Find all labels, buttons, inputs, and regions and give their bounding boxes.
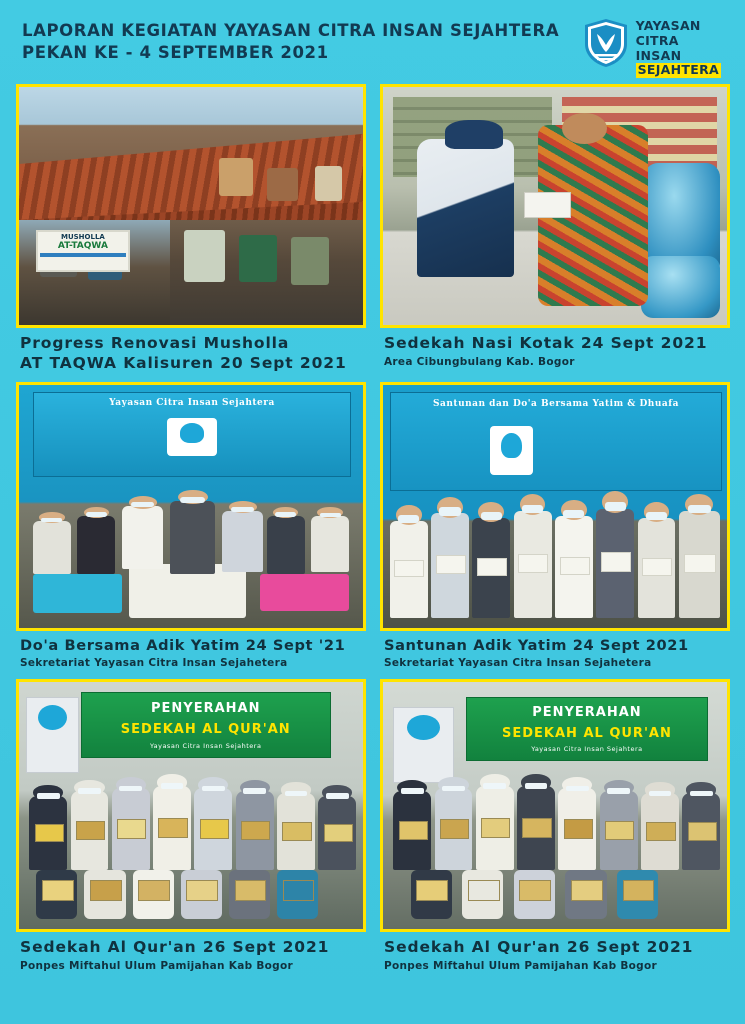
photo-sedekah-nasi-kotak [380, 84, 730, 328]
caption-subtitle: Ponpes Miftahul Ulum Pamijahan Kab Bogor [20, 959, 293, 972]
caption-line-1: Progress Renovasi Musholla [20, 334, 290, 352]
title-line-2: PEKAN KE - 4 SEPTEMBER 2021 [22, 43, 329, 63]
banner-line-2: SEDEKAH AL QUR'AN [120, 722, 291, 738]
page-title [22, 16, 559, 65]
banner-line-3: Yayasan Citra Insan Sejahtera [150, 741, 262, 750]
banner-text: Yayasan Citra Insan Sejahtera [109, 397, 275, 408]
logo-line-3: INSAN [635, 47, 682, 63]
signboard-line-2: AT-TAQWA [57, 241, 108, 252]
report-cell [380, 679, 730, 973]
banner-text: Santunan dan Do'a Bersama Yatim & Dhuafa [433, 398, 679, 409]
musholla-signboard [36, 230, 129, 272]
photo-sedekah-al-quran-1 [16, 679, 366, 932]
caption-block [380, 328, 730, 369]
caption-line-1: Santunan Adik Yatim 24 Sept 2021 [384, 636, 689, 654]
caption-subtitle: Sekretariat Yayasan Citra Insan Sejahetera [20, 657, 288, 670]
logo-wordmark [636, 18, 721, 78]
caption-block [380, 932, 730, 973]
banner-line-2: SEDEKAH AL QUR'AN [502, 726, 672, 742]
report-cell [16, 382, 366, 671]
shield-logo-icon [583, 18, 629, 68]
caption-subtitle: Ponpes Miftahul Ulum Pamijahan Kab Bogor [384, 959, 657, 972]
report-cell [380, 382, 730, 671]
photo-musholla-renovation [16, 84, 366, 328]
logo-line-2: CITRA [635, 32, 679, 48]
report-cell [16, 84, 366, 374]
report-cell [16, 679, 366, 973]
caption-block [380, 631, 730, 671]
caption-block [16, 932, 366, 973]
caption-block [16, 631, 366, 671]
caption-line-1: Sedekah Nasi Kotak 24 Sept 2021 [384, 334, 708, 352]
caption-block [16, 328, 366, 374]
caption-line-2: AT TAQWA Kalisuren 20 Sept 2021 [20, 353, 347, 372]
caption-subtitle: Sekretariat Yayasan Citra Insan Sejahetera [384, 657, 652, 670]
caption-line-1: Sedekah Al Qur'an 26 Sept 2021 [384, 937, 694, 956]
banner-line-1: PENYERAHAN [532, 705, 642, 721]
report-grid [14, 84, 731, 981]
banner-line-3: Yayasan Citra Insan Sejahtera [531, 744, 643, 753]
photo-sedekah-al-quran-2 [380, 679, 730, 932]
signboard-line-1: MUSHOLLA [60, 232, 105, 241]
logo-line-1: YAYASAN [635, 18, 701, 33]
organization-logo [583, 16, 727, 78]
caption-subtitle: Area Cibungbulang Kab. Bogor [384, 355, 575, 368]
photo-doa-bersama-adik-yatim [16, 382, 366, 631]
caption-line-1: Do'a Bersama Adik Yatim 24 Sept '21 [20, 636, 346, 654]
report-cell [380, 84, 730, 374]
caption-line-1: Sedekah Al Qur'an 26 Sept 2021 [20, 937, 330, 956]
title-line-1: LAPORAN KEGIATAN YAYASAN CITRA INSAN SEJAHTERA [22, 21, 560, 40]
page-header [14, 0, 731, 84]
photo-santunan-adik-yatim [380, 382, 730, 631]
logo-line-4: SEJAHTERA [637, 62, 719, 78]
banner-line-1: PENYERAHAN [151, 700, 261, 716]
